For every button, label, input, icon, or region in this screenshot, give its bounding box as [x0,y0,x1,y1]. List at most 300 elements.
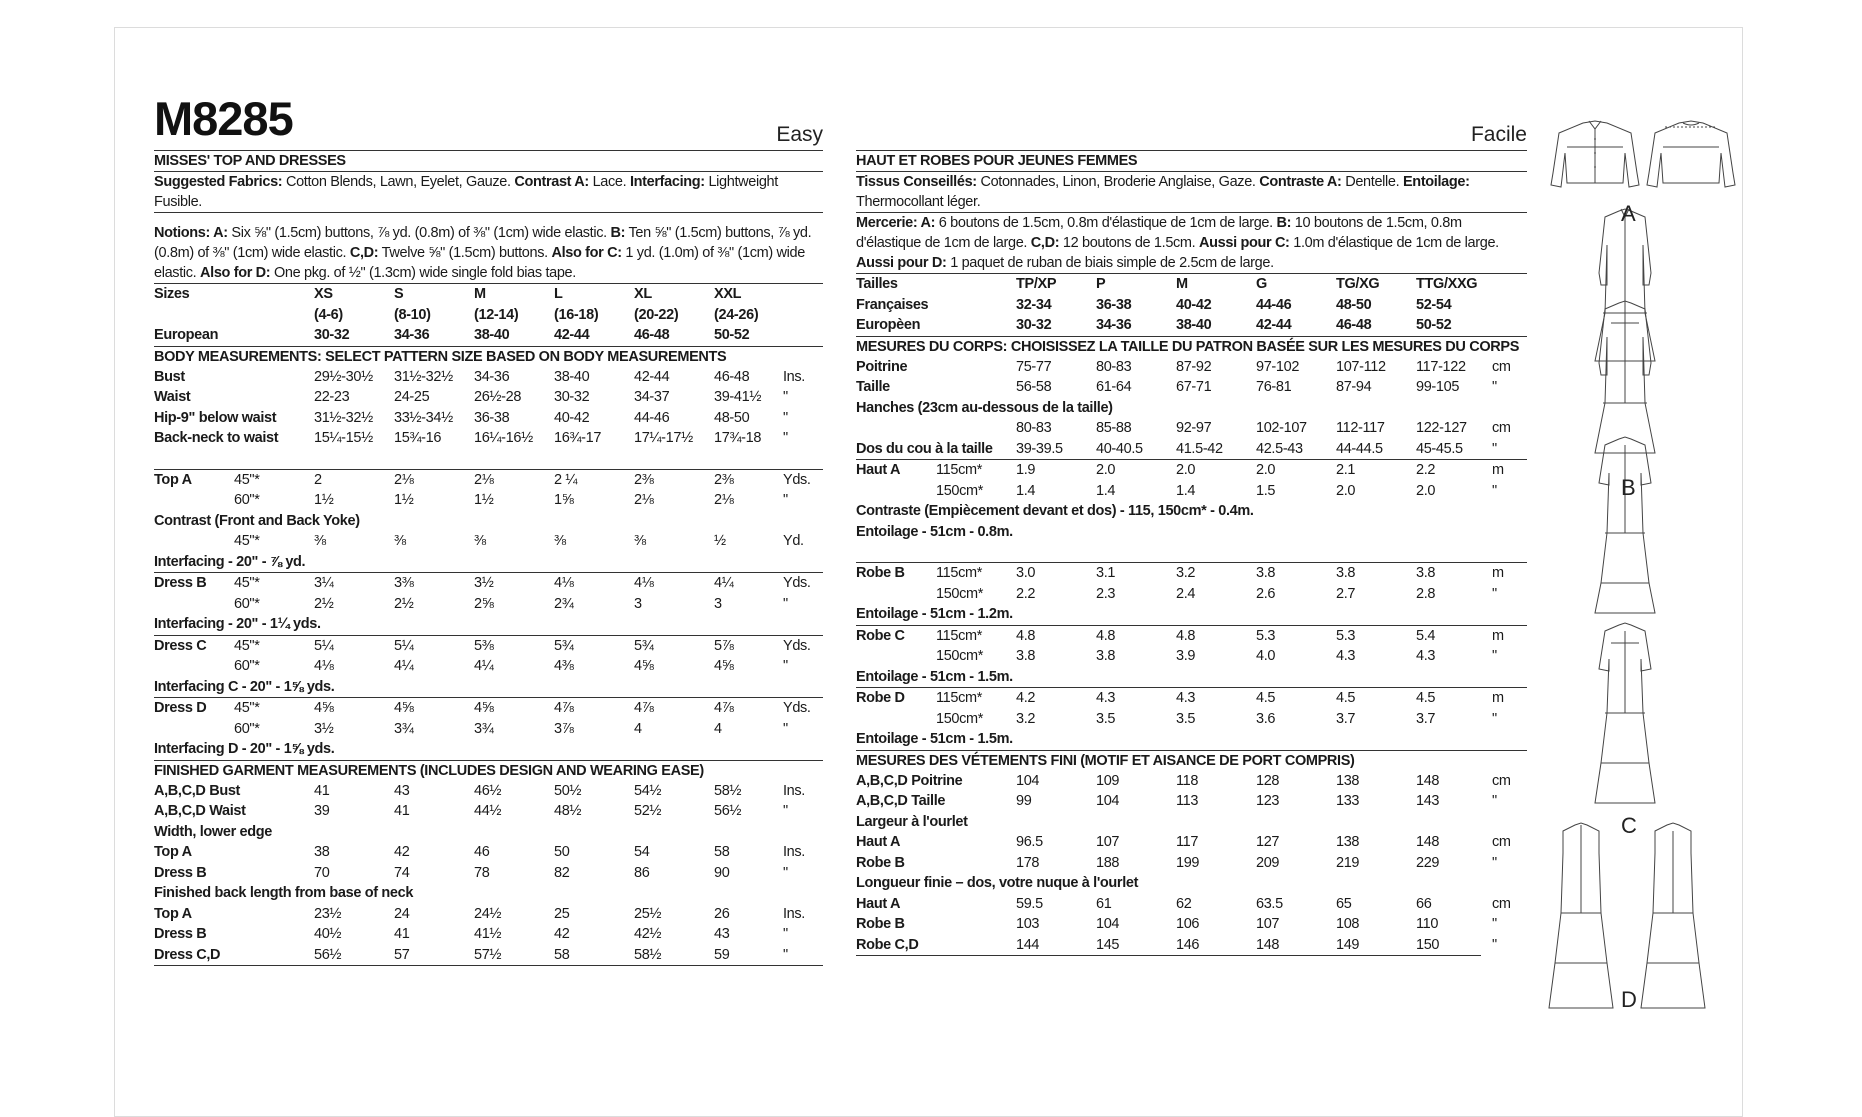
yardage-dress-d-fr [856,688,1527,751]
table-cell: 23½ [314,905,342,922]
table-cell: " [1492,482,1497,499]
table-cell: 58½ [714,782,742,799]
table-cell: 5¾ [554,637,574,654]
table-cell: 34-36 [1096,317,1132,333]
table-cell: m [1492,690,1504,706]
table-cell: 3.7 [1336,710,1356,727]
table-cell: 52-54 [1416,296,1452,313]
table-cell: 4⅝ [394,700,414,716]
table-cell: 3.5 [1176,710,1196,727]
table-subheading: Contrast (Front and Back Yoke) [154,512,360,529]
table-cell: Ins. [783,368,805,385]
table-cell: 16¾-17 [554,430,602,446]
row-label: Robe B [856,565,905,581]
table-cell: 2 ¼ [554,471,578,488]
table-cell: 3.8 [1256,565,1276,581]
table-cell: 209 [1256,854,1280,871]
table-cell: 148 [1416,834,1440,850]
table-cell: 2½ [314,595,334,612]
table-cell: 4⅝ [474,700,494,716]
dress-b-alt-icon [1595,301,1655,453]
row-label [154,490,234,511]
table-cell: 118 [1176,772,1199,789]
table-cell: 34-36 [394,327,430,343]
table-cell: 58 [554,946,570,963]
table-cell: 58 [714,844,730,860]
table-cell: 38 [314,844,330,860]
table-cell: 2.1 [1336,462,1356,478]
table-cell: 4.2 [1016,690,1036,706]
row-label [154,594,234,615]
row-label: Haut A [856,895,901,912]
table-cell: 3.8 [1096,648,1116,664]
table-cell: 138 [1336,772,1360,789]
table-cell: 50½ [554,782,582,799]
finished-measurements-title: FINISHED GARMENT MEASUREMENTS (INCLUDES DESIGN AND WEARING EASE) [154,762,704,779]
table-cell: 31½-32½ [394,368,453,385]
row-label: Robe B [856,854,905,871]
table-cell: 57½ [474,946,502,963]
table-cell: 22-23 [314,389,350,405]
table-cell: 178 [1016,854,1040,871]
table-cell: " [1492,854,1497,871]
table-cell: 1.9 [1016,462,1036,478]
table-cell: 87-94 [1336,379,1372,395]
table-cell: 1½ [394,492,414,508]
table-cell: 59.5 [1016,895,1043,912]
table-cell: Ins. [783,844,805,860]
table-cell: XS [314,286,333,302]
table-cell: 4.3 [1176,690,1196,706]
table-subheading: Longueur finie – dos, votre nuque à l'ourlet [856,875,1139,891]
table-cell: 117 [1176,834,1199,850]
row-label: A,B,C,D Waist [154,803,246,819]
table-cell: L [554,286,563,302]
table-cell: 3 [714,595,722,612]
table-cell: Ins. [783,782,805,799]
table-cell: 115cm* [936,690,982,706]
row-label: Taille [856,379,890,395]
table-cell: 1.4 [1176,482,1196,499]
table-cell: " [783,658,788,674]
table-cell: m [1492,565,1504,581]
table-cell: 3⅜ [394,575,414,591]
row-label: A,B,C,D Taille [856,793,946,809]
table-cell: 2.8 [1416,585,1436,602]
table-cell: 61 [1096,895,1112,912]
table-cell: 115cm* [936,462,982,478]
table-cell: G [1256,276,1267,292]
table-cell: 61-64 [1096,379,1132,395]
table-cell: 122-127 [1416,420,1467,436]
table-cell: 66 [1416,895,1432,912]
table-cell: 42.5-43 [1256,440,1303,457]
table-cell: 60"* [234,595,260,612]
table-cell: 4⅝ [314,700,334,716]
table-cell: 57 [394,946,410,963]
table-cell: 149 [1336,936,1360,953]
table-subheading: Width, lower edge [154,823,272,840]
yardage-top-a-fr [856,460,1527,563]
table-cell: 138 [1336,834,1360,850]
table-cell: 188 [1096,854,1120,871]
table-cell: 123 [1256,793,1280,809]
table-cell: 150cm* [936,710,984,727]
table-cell: " [783,720,788,737]
table-cell: ⅜ [314,533,326,549]
table-cell: S [394,286,404,302]
table-cell: ½ [714,533,726,549]
pattern-title-fr: HAUT ET ROBES POUR JEUNES FEMMES [856,151,1527,172]
table-cell: 43 [714,926,730,942]
table-cell: 50-52 [714,327,750,343]
view-label-d: D [1621,987,1637,1012]
row-label: Haut A [856,834,901,850]
table-cell: ⅜ [634,533,646,549]
body-measurements-table [154,367,823,449]
table-cell [234,863,314,884]
notions: Notions: A: Six ⅝" (1.5cm) buttons, ⅞ yd. (0.8m) of ⅜" (1cm) wide elastic. B: Ten ⅝" (1.5cm) buttons, ⅞ yd. (0.8m) of ⅜" (1cm) wide elastic. C,D: Twelve ⅝" (1.5cm) buttons. Also for C: 1 yd. (1.0m) of ⅜" (1cm) wide elastic. Also for D: One pkg. of ½" (1.3cm) wide single fold bias tape. [154,223,823,284]
table-cell: 102-107 [1256,420,1307,436]
table-cell: 48½ [554,803,582,819]
table-cell: 45"* [234,471,260,488]
table-cell: 34-36 [474,368,510,385]
table-cell: XL [634,286,652,302]
table-cell: 46½ [474,782,502,799]
table-cell: 17¾-18 [714,430,762,446]
table-subheading: Interfacing C - 20" - 1⅝ yds. [154,678,335,695]
table-cell: 54 [634,844,650,860]
pattern-title: MISSES' TOP AND DRESSES [154,151,823,172]
table-cell: Yds. [783,575,811,591]
table-cell: 87-92 [1176,358,1212,375]
table-cell: cm [1492,772,1511,789]
yardage-dress-c [154,636,823,699]
table-cell: 42-44 [1256,317,1292,333]
suggested-fabrics: Suggested Fabrics: Cotton Blends, Lawn, Eyelet, Gauze. Contrast A: Lace. Interfacing: Lightweight Fusible. [154,172,823,213]
table-cell: 2½ [394,595,414,612]
table-cell: 5.3 [1336,627,1356,644]
table-cell: 128 [1256,772,1280,789]
table-cell: 2.2 [1016,585,1036,602]
table-cell: 4¼ [394,658,414,674]
table-cell: 133 [1336,793,1360,809]
table-cell: 17¼-17½ [634,430,693,446]
table-cell: 46-48 [714,368,750,385]
table-cell: 1½ [314,492,334,508]
table-cell: 3.0 [1016,565,1036,581]
table-cell: 44-46 [1256,296,1292,313]
table-cell: 2 [314,471,322,488]
table-cell: 3¾ [474,720,494,737]
table-cell: 4⅛ [634,575,654,591]
french-header [856,28,1527,151]
table-cell: 4⅛ [314,658,334,674]
table-cell: 40-40.5 [1096,440,1143,457]
table-cell [936,771,1016,792]
table-cell: 3.2 [1016,710,1036,727]
table-cell: 63.5 [1256,895,1283,912]
table-cell: 65 [1336,895,1352,912]
row-label [856,481,936,502]
table-cell [234,408,314,429]
table-subheading: Finished back length from base of neck [154,885,414,901]
table-cell: 80-83 [1096,358,1132,375]
table-cell: 4⅝ [634,658,654,674]
table-cell: 4.8 [1016,627,1036,644]
row-label: Poitrine [856,358,908,375]
table-cell: 46 [474,844,490,860]
table-cell: 30-32 [554,389,590,405]
table-cell: 16¼-16½ [474,430,533,446]
table-cell: 104 [1016,772,1040,789]
table-cell: 40-42 [554,409,590,426]
table-cell: 42 [554,926,570,942]
row-label [154,656,234,677]
table-cell: 97-102 [1256,358,1300,375]
table-cell: ⅜ [474,533,486,549]
table-cell: 32-34 [1016,296,1052,313]
table-cell: 30-32 [314,327,350,343]
table-cell: " [783,409,788,426]
table-subheading: Largeur à l'ourlet [856,813,968,830]
table-cell: 38-40 [1176,317,1212,333]
table-cell: 39 [314,803,330,819]
table-cell: 2⅛ [714,492,734,508]
table-cell: 108 [1336,916,1360,932]
table-cell: " [1492,440,1497,457]
table-cell: 1½ [474,492,494,508]
body-measurements-table-fr [856,357,1527,461]
table-cell: " [783,946,788,963]
table-cell: 2.3 [1096,585,1116,602]
row-label: Europèen [856,317,921,333]
table-cell: cm [1492,834,1511,850]
table-cell [1492,295,1527,316]
table-cell: 26½-28 [474,389,522,405]
table-cell: " [1492,936,1497,953]
table-cell [234,801,314,822]
table-cell: 50-52 [1416,317,1452,333]
table-subheading: Interfacing - 20" - 1¼ yds. [154,616,321,632]
table-cell [234,428,314,449]
table-cell: 117-122 [1416,358,1466,375]
table-cell: cm [1492,420,1511,436]
table-cell: " [783,389,788,405]
table-cell: 143 [1416,793,1440,809]
table-cell [936,315,1016,336]
table-cell: 44-46 [634,409,670,426]
table-cell: 24-25 [394,389,430,405]
table-cell: 85-88 [1096,420,1132,436]
yardage-top-a [154,470,823,574]
view-label-a: A [1621,201,1636,226]
table-cell: 58½ [634,946,662,963]
row-label: Top A [154,905,192,922]
table-cell: 3.6 [1256,710,1276,727]
table-subheading [856,542,1527,562]
table-cell: 5¾ [634,637,654,654]
table-cell: ⅜ [554,533,566,549]
table-cell [936,418,1016,439]
table-cell: 109 [1096,772,1120,789]
table-cell: 40-42 [1176,296,1212,313]
table-cell: 41 [394,803,410,819]
suggested-fabrics-fr: Tissus Conseillés: Cotonnades, Linon, Broderie Anglaise, Gaze. Contraste A: Dentelle. Entoilage: Thermocollant léger. [856,172,1527,213]
table-subheading: Interfacing - 20" - ⅞ yd. [154,553,306,570]
table-cell: 1.4 [1096,482,1116,499]
yardage-dress-b-fr [856,563,1527,626]
row-label [856,646,936,667]
table-cell: 107 [1256,916,1280,932]
dress-d-alt-icon [1641,823,1705,1008]
sizes-table-fr [856,274,1527,337]
table-cell: 48-50 [714,409,750,426]
table-cell: 5⅞ [714,637,734,654]
table-subheading: Contraste (Empiècement devant et dos) - 115, 150cm* - 0.4m. [856,503,1254,519]
table-cell: 4.5 [1256,690,1276,706]
table-cell: 3½ [314,720,334,737]
table-cell: 70 [314,864,330,881]
difficulty-label-fr: Facile [1470,123,1527,146]
row-label: Robe B [856,916,905,932]
table-cell: cm [1492,358,1511,375]
row-label: Françaises [856,296,929,313]
table-cell: 110 [1416,916,1439,932]
table-cell: 4.3 [1336,648,1356,664]
table-cell: 3¼ [314,575,334,591]
table-cell: 112-117 [1336,420,1385,436]
row-label: Back-neck to waist [154,430,279,446]
table-cell [936,894,1016,915]
table-cell: 106 [1176,916,1200,932]
table-cell: 4.5 [1416,690,1436,706]
table-cell: 52½ [634,803,662,819]
finished-measurements-table [154,781,823,967]
table-cell: 115cm* [936,565,982,581]
table-cell: 5.3 [1256,627,1276,644]
table-cell: 4.8 [1176,627,1196,644]
table-cell: Yds. [783,637,811,654]
table-subheading: Interfacing D - 20" - 1⅝ yds. [154,741,335,757]
table-cell: 39-39.5 [1016,440,1063,457]
table-cell: m [1492,627,1504,644]
table-cell: 15¾-16 [394,430,442,446]
table-cell: 34-37 [634,389,670,405]
table-cell: 229 [1416,854,1440,871]
table-cell: m [1492,462,1504,478]
table-cell: 2⅜ [714,471,734,488]
table-cell: " [783,430,788,446]
table-cell: 44½ [474,803,502,819]
row-label: Robe C,D [856,936,919,953]
table-cell: 40½ [314,926,342,942]
table-cell: 4.8 [1096,627,1116,644]
table-cell: 31½-32½ [314,409,373,426]
table-subheading: Hanches (23cm au-dessous de la taille) [856,399,1113,416]
row-label [856,709,936,730]
table-cell: 1.4 [1016,482,1036,499]
table-cell: 30-32 [1016,317,1052,333]
table-cell: 4¼ [714,575,734,591]
table-cell: 2⅝ [474,595,494,612]
dress-c-alt-icon [1595,623,1655,803]
row-label [856,418,936,439]
difficulty-label: Easy [776,123,823,146]
table-cell: 2⅛ [634,492,654,508]
table-cell: 4¼ [474,658,494,674]
row-label: European [154,327,219,343]
table-cell: 146 [1176,936,1200,953]
table-cell: 3 [634,595,642,612]
table-cell: (12-14) [474,306,519,323]
row-label: Top A [154,471,192,488]
table-cell: 144 [1016,936,1040,953]
table-cell: ⅜ [394,533,406,549]
table-cell: 150 [1416,936,1440,953]
table-cell: Yd. [783,533,804,549]
table-cell: 3.8 [1016,648,1036,664]
table-cell: 80-83 [1016,420,1052,436]
table-cell: 4.3 [1416,648,1436,664]
table-cell: " [783,803,788,819]
notions-fr: Mercerie: A: 6 boutons de 1.5cm, 0.8m d'élastique de 1cm de large. B: 10 boutons de 1.5cm, 0.8m d'élastique de 1cm de large. C,D: 12 boutons de 1.5cm. Aussi pour C: 1.0m d'élastique de 1cm de large. Aussi pour D: 1 paquet de ruban de biais simple de 2.5cm de large. [856,213,1527,274]
table-cell: 4 [714,720,722,737]
table-cell [234,305,314,326]
table-cell [783,305,823,326]
table-cell: 4⅞ [714,700,734,716]
row-label [154,719,234,740]
table-cell: 145 [1096,936,1120,953]
table-cell: 2.0 [1096,462,1116,478]
table-cell: 74 [394,864,410,881]
table-cell: 45"* [234,637,260,654]
table-cell: 3¾ [394,720,414,737]
table-subheading: Entoilage - 51cm - 0.8m. [856,523,1013,540]
table-cell: 3.7 [1416,710,1436,727]
table-subheading: Entoilage - 51cm - 1.2m. [856,606,1013,622]
table-cell: 33½-34½ [394,409,453,426]
table-cell [234,904,314,925]
view-label-b: B [1621,475,1636,500]
table-cell: 150cm* [936,585,984,602]
table-cell [936,791,1016,812]
table-cell: (16-18) [554,306,599,323]
table-cell: 86 [634,864,650,881]
pattern-number: M8285 [154,92,293,145]
table-cell [234,945,314,966]
table-cell: 1⅝ [554,492,574,508]
row-label: Dress B [154,926,207,942]
table-cell: 2¾ [554,595,574,612]
finished-measurements-title-fr: MESURES DES VÉTEMENTS FINI (MOTIF ET AISANCE DE PORT COMPRIS) [856,752,1355,769]
table-cell: 76-81 [1256,379,1292,395]
table-cell: 4.3 [1096,690,1116,706]
table-cell: 4⅞ [634,700,654,716]
table-cell: 4.5 [1336,690,1356,706]
table-cell: 2.0 [1176,462,1196,478]
table-cell [1492,274,1527,295]
table-cell: 56½ [314,946,342,963]
table-cell: 25½ [634,905,662,922]
table-cell [234,284,314,305]
finished-measurements-table-fr [856,771,1511,957]
table-cell: 2.0 [1336,482,1356,499]
row-label: Dress B [154,864,207,881]
table-cell [783,284,823,305]
table-cell: " [783,864,788,881]
table-cell [1492,315,1527,336]
